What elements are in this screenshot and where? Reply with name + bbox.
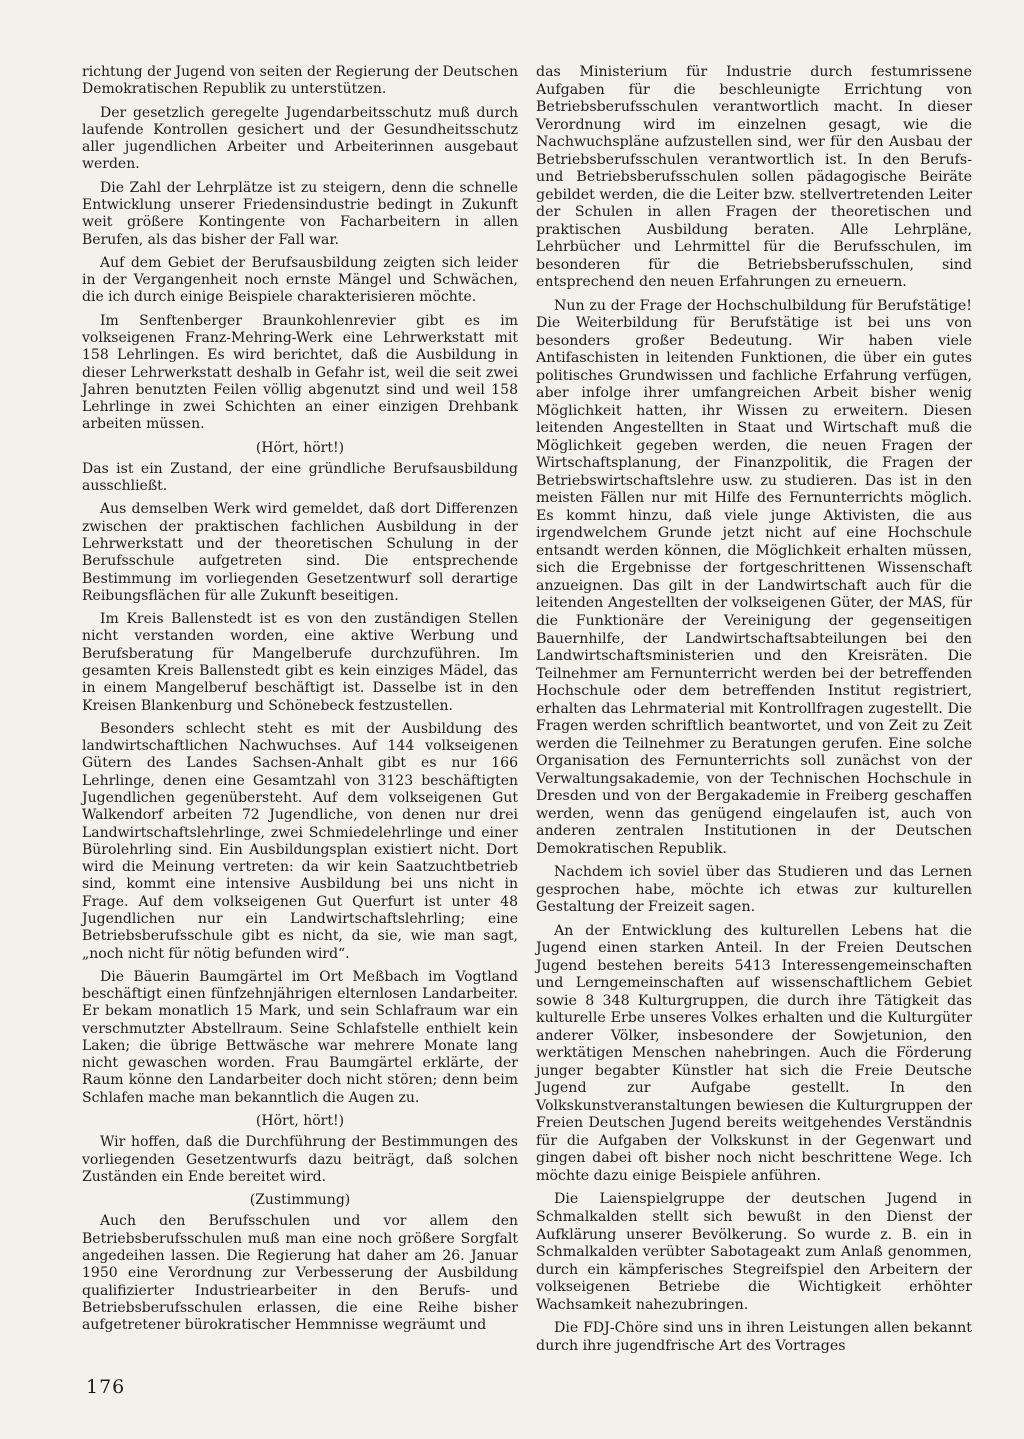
paragraph: richtung der Jugend von seiten der Regierung der Deutschen Demokratischen Republik zu unterstützen. — [82, 64, 518, 98]
paragraph: das Ministerium für Industrie durch festumrissene Aufgaben für die beschleunigte Errichtung von Betriebsberufsschulen verantwortlich macht. In dieser Verordnung wird im einzelnen gesagt, wie die Nachwuchspläne aufzustellen sind, wer für den Ausbau der Betriebsberufsschulen verantwortlich ist. In den Berufs- und Betriebsberufsschulen sollen pädagogische Beiräte gebildet werden, die die Leiter bzw. stellvertretenden Leiter der Schulen in allen Fragen der theoretischen und praktischen Ausbildung beraten. Alle Lehrpläne, Lehrbücher und Lehrmittel für die Berufsschulen, im besonderen für die Betriebsberufsschulen, sind entsprechend den neuen Erfahrungen zu erneuern. — [536, 64, 972, 291]
interjection: (Zustimmung) — [249, 1192, 351, 1209]
paragraph: An der Entwicklung des kulturellen Lebens hat die Jugend einen starken Anteil. In der Freien Deutschen Jugend bestehen bereits 5413 Interessengemeinschaften und Lerngemeinschaften auf wissenschaftlichem Gebiet sowie 8 348 Kulturgruppen, die durch ihre Tätigkeit das kulturelle Erbe unseres Volkes erhalten und die Kulturgüter anderer Völker, insbesondere der Sowjetunion, den werktätigen Menschen nahebringen. Auch die Förderung junger begabter Künstler hat sich die Freie Deutsche Jugend zur Aufgabe gestellt. In den Volkskunstveranstaltungen bewiesen die Kulturgruppen der Freien Deutschen Jugend bereits weitgehendes Verständnis für die Aufgaben der Volkskunst in der Gegenwart und gingen dabei oft bisher noch nicht beschrittene Wege. Ich möchte dazu einige Beispiele anführen. — [536, 922, 972, 1184]
paragraph: Der gesetzlich geregelte Jugendarbeitsschutz muß durch laufende Kontrollen gesichert und der Gesundheitsschutz aller jugendlichen Arbeiter und Arbeiterinnen ausgebaut werden. — [82, 104, 518, 173]
paragraph: Die Bäuerin Baumgärtel im Ort Meßbach im Vogtland beschäftigt einen fünfzehnjährigen elternlosen Landarbeiter. Er bekam monatlich 15 Mark, und sein Schlafraum war ein verschmutzter Abstellraum. Seine Schlafstelle enthielt kein Laken; die übrige Bettwäsche war mehrere Monate lang nicht gewaschen worden. Frau Baumgärtel erklärte, der Raum könne den Landarbeiter doch nicht stören; denn beim Schlafen mache man bekanntlich die Augen zu. — [82, 968, 518, 1106]
paragraph: Die Zahl der Lehrplätze ist zu steigern, denn die schnelle Entwicklung unserer Friedensindustrie bedingt in Zukunft weit größere Kontingente von Facharbeitern in allen Berufen, als das bisher der Fall war. — [82, 179, 518, 248]
paragraph: Das ist ein Zustand, der eine gründliche Berufsausbildung ausschließt. — [82, 460, 518, 495]
interjection: (Hört, hört!) — [255, 1113, 345, 1130]
paragraph: Wir hoffen, daß die Durchführung der Bestimmungen des vorliegenden Gesetzentwurfs dazu beiträgt, daß solchen Zuständen ein Ende bereitet wird. — [82, 1134, 518, 1185]
left-column — [82, 64, 518, 1340]
paragraph: Aus demselben Werk wird gemeldet, daß dort Differenzen zwischen der praktischen fachlichen Ausbildung in der Lehrwerkstatt und der theoretischen Schulung in der Berufsschule aufgetreten sind. Die entsprechende Bestimmung im vorliegenden Gesetzentwurf soll derartige Reibungsflächen für alle Zukunft beseitigen. — [82, 501, 518, 604]
paragraph: Auch den Berufsschulen und vor allem den Betriebsberufsschulen muß man eine noch größere Sorgfalt angedeihen lassen. Die Regierung hat daher am 26. Januar 1950 eine Verordnung zur Verbesserung der Ausbildung qualifizierter Industriearbeiter in den Berufs- und Betriebsberufsschulen erlassen, die eine Reihe bisher aufgetretener bürokratischer Hemmnisse wegräumt und — [82, 1213, 518, 1334]
paragraph: Im Kreis Ballenstedt ist es von den zuständigen Stellen nicht verstanden worden, eine aktive Werbung und Berufsberatung für Mangelberufe durchzuführen. Im gesamten Kreis Ballenstedt gibt es kein einziges Mädel, das in einem Mangelberuf beschäftigt ist. Dasselbe ist in den Kreisen Blankenburg und Schönebeck festzustellen. — [82, 611, 518, 714]
paragraph: Nun zu der Frage der Hochschulbildung für Berufstätige! Die Weiterbildung für Berufstätige ist bei uns von besonders großer Bedeutung. Wir haben viele Antifaschisten in leitenden Funktionen, die über ein gutes politisches Grundwissen und fachliche Erfahrung verfügen, aber infolge ihrer umfangreichen Arbeit bisher wenig Möglichkeit hatten, ihr Wissen zu erweitern. Diesen leitenden Angestellten in Staat und Wirtschaft muß die Möglichkeit gegeben werden, die neuen Fragen der Wirtschaftsplanung, der Finanzpolitik, die Fragen der Betriebswirtschaftslehre usw. zu studieren. Das ist in den meisten Fällen nur mit Hilfe des Fernunterrichts möglich. Es kommt hinzu, daß viele junge Aktivisten, die aus irgendwelchem Grunde jetzt nicht auf eine Hochschule entsandt werden können, die Möglichkeit erhalten müssen, sich die Ergebnisse der fortgeschrittenen Wissenschaft anzueignen. Das gilt in der Landwirtschaft auch für die leitenden Angestellten der volkseigenen Güter, der MAS, für die Funktionäre der Vereinigung der gegenseitigen Bauernhilfe, der Landwirtschaftsabteilungen bei den Landwirtschaftsministerien und den Kreisräten. Die Teilnehmer am Fernunterricht werden bei der betreffenden Hochschule oder dem betreffenden Institut registriert, erhalten das Lehrmaterial mit Kontrollfragen zugestellt. Die Fragen werden schriftlich beantwortet, und von Zeit zu Zeit werden die Teilnehmer zu Beratungen gerufen. Eine solche Organisation des Fernunterrichts soll zunächst von der Verwaltungsakademie, von der Technischen Hochschule in Dresden und von der Bergakademie in Freiberg geschaffen werden, wenn das genügend eingelaufen ist, auch von anderen zentralen Institutionen in der Deutschen Demokratischen Republik. — [536, 297, 972, 857]
paragraph: Die FDJ-Chöre sind uns in ihren Leistungen allen bekannt durch ihre jugendfrische Art des Vortrages — [536, 1320, 972, 1354]
interjection: (Hört, hört!) — [255, 439, 345, 456]
paragraph: Nachdem ich soviel über das Studieren und das Lernen gesprochen habe, möchte ich etwas zur kulturellen Gestaltung der Freizeit sagen. — [536, 864, 972, 916]
paragraph: Besonders schlecht steht es mit der Ausbildung des landwirtschaftlichen Nachwuchses. Auf 144 volkseigenen Gütern des Landes Sachsen-Anhalt gibt es nur 166 Lehrlinge, denen eine Gesamtzahl von 3123 beschäftigten Jugendlichen gegenübersteht. Auf dem volkseigenen Gut Walkendorf arbeiten 72 Jugendliche, von denen nur drei Landwirtschaftslehrlinge, zwei Schmiedelehrlinge und einer Bürolehrling sind. Ein Ausbildungsplan existiert nicht. Dort wird die Meinung vertreten: da wir kein Saatzuchtbetrieb sind, kommt eine intensive Ausbildung bei uns nicht in Frage. Auf dem volkseigenen Gut Querfurt ist unter 48 Jugendlichen nur ein Landwirtschaftslehrling; eine Betriebsberufsschule gibt es nicht, da sie, wie man sagt, „noch nicht für nötig befunden wird“. — [82, 720, 518, 962]
paragraph: Auf dem Gebiet der Berufsausbildung zeigten sich leider in der Vergangenheit noch ernste Mängel und Schwächen, die ich durch einige Beispiele charakterisieren möchte. — [82, 254, 518, 306]
paragraph: Im Senftenberger Braunkohlenrevier gibt es im volkseigenen Franz-Mehring-Werk eine Lehrwerkstatt mit 158 Lehrlingen. Es wird berichtet, daß die Ausbildung in dieser Lehrwerkstatt deshalb in Gefahr ist, weil die seit zwei Jahren benutzten Feilen völlig abgenutzt sind und weil 158 Lehrlinge in zwei Schichten an einer einzigen Drehbank arbeiten müssen. — [82, 312, 518, 433]
page-number: 176 — [86, 1376, 126, 1398]
right-column — [536, 64, 972, 1361]
paragraph: Die Laienspielgruppe der deutschen Jugend in Schmalkalden stellt sich bewußt in den Dienst der Aufklärung unserer Bevölkerung. So wurde z. B. ein in Schmalkalden verübter Sabotageakt zum Anlaß genommen, durch ein kämpferisches Stegreifspiel den Arbeitern der volkseigenen Betriebe die Wichtigkeit erhöhter Wachsamkeit nahezubringen. — [536, 1191, 972, 1313]
